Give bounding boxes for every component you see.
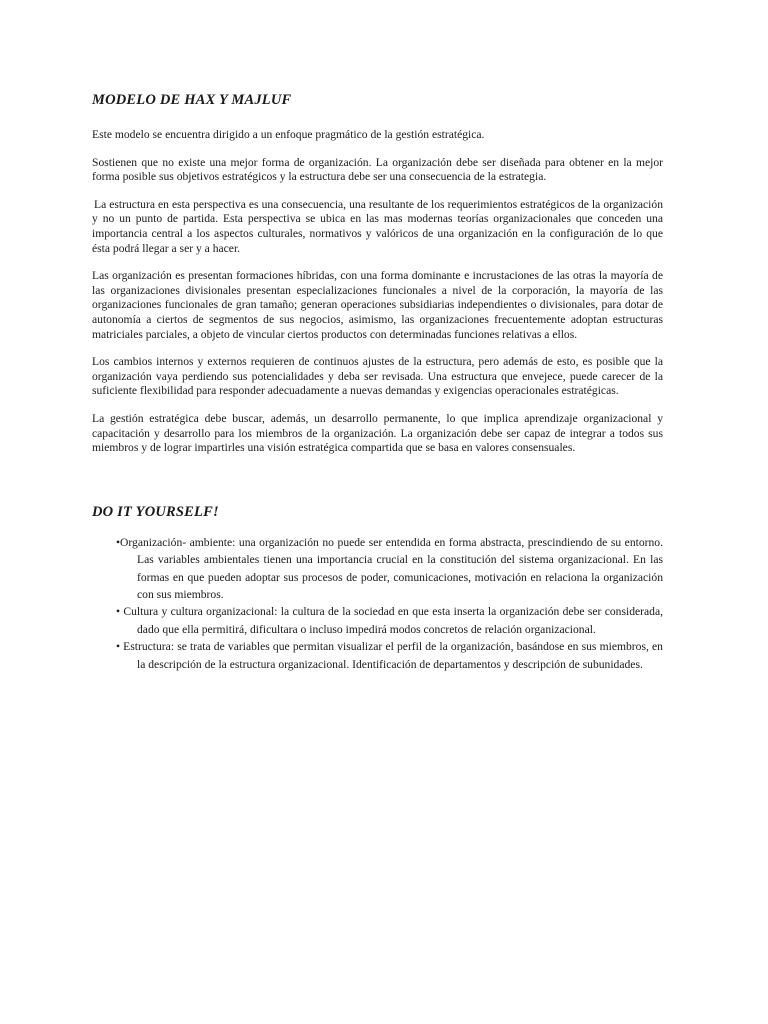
list-item	[116, 638, 663, 673]
paragraph-internal-external-changes: Los cambios internos y externos requieren de continuos ajustes de la estructura, pero además de esto, es posible que la organización vaya perdiendo sus potencialidades y deba ser revisada. Una estructura que envejece, puede carecer de la suficiente flexibilidad para responder adecuadamente a nuevas demandas y exigencias operacionales estratégicas.	[92, 355, 663, 398]
paragraph-intro: Este modelo se encuentra dirigido a un enfoque pragmático de la gestión estratégica.	[92, 128, 485, 141]
document-title: MODELO DE HAX Y MAJLUF	[92, 92, 292, 108]
paragraph-hybrid-forms: Las organización es presentan formaciones híbridas, con una forma dominante e incrustaciones de las otras la mayoría de las organizaciones divisionales presentan especializaciones funcionales a nivel de la corporación, la mayoría de las organizaciones funcionales de gran tamaño; generan operaciones subsidiarias independientes o divisionales, para dotar de autonomía a ciertos de segmentos de sus negocios, asimismo, las organizaciones frecuentemente adoptan estructuras matriciales parciales, a objeto de vincular ciertos productos con determinadas funciones relativas a ellos.	[92, 269, 663, 341]
list-item	[116, 603, 663, 638]
paragraph-structure-consequence: La estructura en esta perspectiva es una consecuencia, una resultante de los requerimientos estratégicos de la organización y no un punto de partida. Esta perspectiva se ubica en las mas modernas teorías organizacionales que conceden una importancia central a los aspectos culturales, normativos y valóricos de una organización en la configuración de lo que ésta podrá llegar a ser y a hacer.	[92, 197, 663, 255]
document-page	[92, 92, 663, 673]
bullet-list	[116, 534, 663, 673]
list-item-text: Organización- ambiente: una organización no puede ser entendida en forma abstracta, prescindiendo de su entorno. Las variables ambientales tienen una importancia crucial en la constitución del sistema organizacional. En las formas en que pueden adoptar sus procesos de poder, comunicaciones, motivación en relaciona la organización con sus miembros.	[120, 535, 663, 601]
list-item-text: Cultura y cultura organizacional: la cultura de la sociedad en que esta inserta la organización debe ser considerada, dado que ella permitirá, dificultara o incluso impedirá modos concretos de relación organizacional.	[123, 605, 663, 636]
paragraph-strategic-management: La gestión estratégica debe buscar, además, un desarrollo permanente, lo que implica aprendizaje organizacional y capacitación y desarrollo para los miembros de la organización. La organización debe ser capaz de integrar a todos sus miembros y de lograr impartirles una visión estratégica compartida que se basa en valores consensuales.	[92, 411, 663, 455]
bullet-icon: •	[116, 535, 121, 549]
list-item	[116, 534, 663, 604]
bullet-icon: •	[116, 640, 121, 654]
list-item-text: Estructura: se trata de variables que permitan visualizar el perfil de la organización, basándose en sus miembros, en la descripción de la estructura organizacional. Identificación de departamentos y descripción de subunidades.	[123, 640, 663, 671]
paragraph-no-best-form: Sostienen que no existe una mejor forma de organización. La organización debe ser diseñada para obtener en la mejor forma posible sus objetivos estratégicos y la estructura debe ser una consecuencia de la estrategia.	[92, 155, 663, 184]
section-title: DO IT YOURSELF!	[92, 503, 219, 520]
bullet-icon: •	[116, 605, 121, 619]
